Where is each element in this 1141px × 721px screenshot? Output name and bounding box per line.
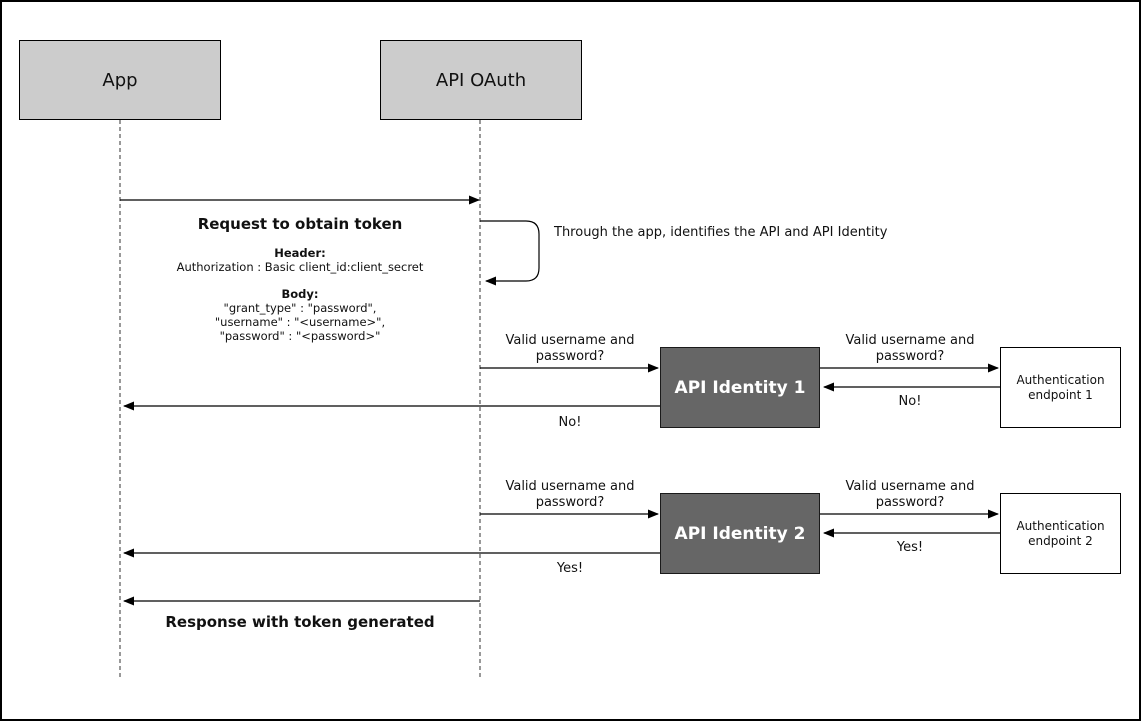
request-header-value: Authorization : Basic client_id:client_secret: [176, 260, 424, 274]
endpoint2-response-label: Yes!: [896, 540, 924, 555]
request-message-block: [120, 215, 480, 343]
endpoint1-response-label: No!: [898, 394, 922, 409]
request-header-label: Header:: [274, 246, 326, 260]
response-message-label: Response with token generated: [165, 613, 435, 631]
request-title: Request to obtain token: [197, 215, 403, 233]
request-body-label: Body:: [281, 287, 319, 301]
identity2-response-label: Yes!: [556, 561, 584, 576]
identity2-request-label: Valid username and password?: [505, 479, 635, 510]
node-api-identity-1-label: API Identity 1: [674, 377, 806, 398]
node-api-identity-2: [660, 493, 820, 574]
actor-api-oauth-label: API OAuth: [435, 69, 527, 91]
actor-app: [19, 40, 221, 120]
node-auth-endpoint-2: [1000, 493, 1121, 574]
node-auth-endpoint-1: [1000, 347, 1121, 428]
actor-api-oauth: [380, 40, 582, 120]
endpoint1-request-label: Valid username and password?: [845, 333, 975, 364]
request-body-line: "username" : "<username>",: [214, 315, 386, 329]
node-api-identity-2-label: API Identity 2: [674, 523, 806, 544]
node-api-identity-1: [660, 347, 820, 428]
actor-app-label: App: [102, 69, 138, 91]
request-body-line: "password" : "<password>": [219, 329, 381, 343]
arrow-self-loop: [480, 221, 539, 281]
node-auth-endpoint-1-label: Authentication endpoint 1: [1016, 372, 1105, 402]
identity1-response-label: No!: [558, 415, 582, 430]
identity1-request-label: Valid username and password?: [505, 333, 635, 364]
request-body-line: "grant_type" : "password",: [223, 301, 377, 315]
self-loop-note: Through the app, identifies the API and API Identity: [554, 225, 888, 240]
node-auth-endpoint-2-label: Authentication endpoint 2: [1016, 518, 1105, 548]
endpoint2-request-label: Valid username and password?: [845, 479, 975, 510]
